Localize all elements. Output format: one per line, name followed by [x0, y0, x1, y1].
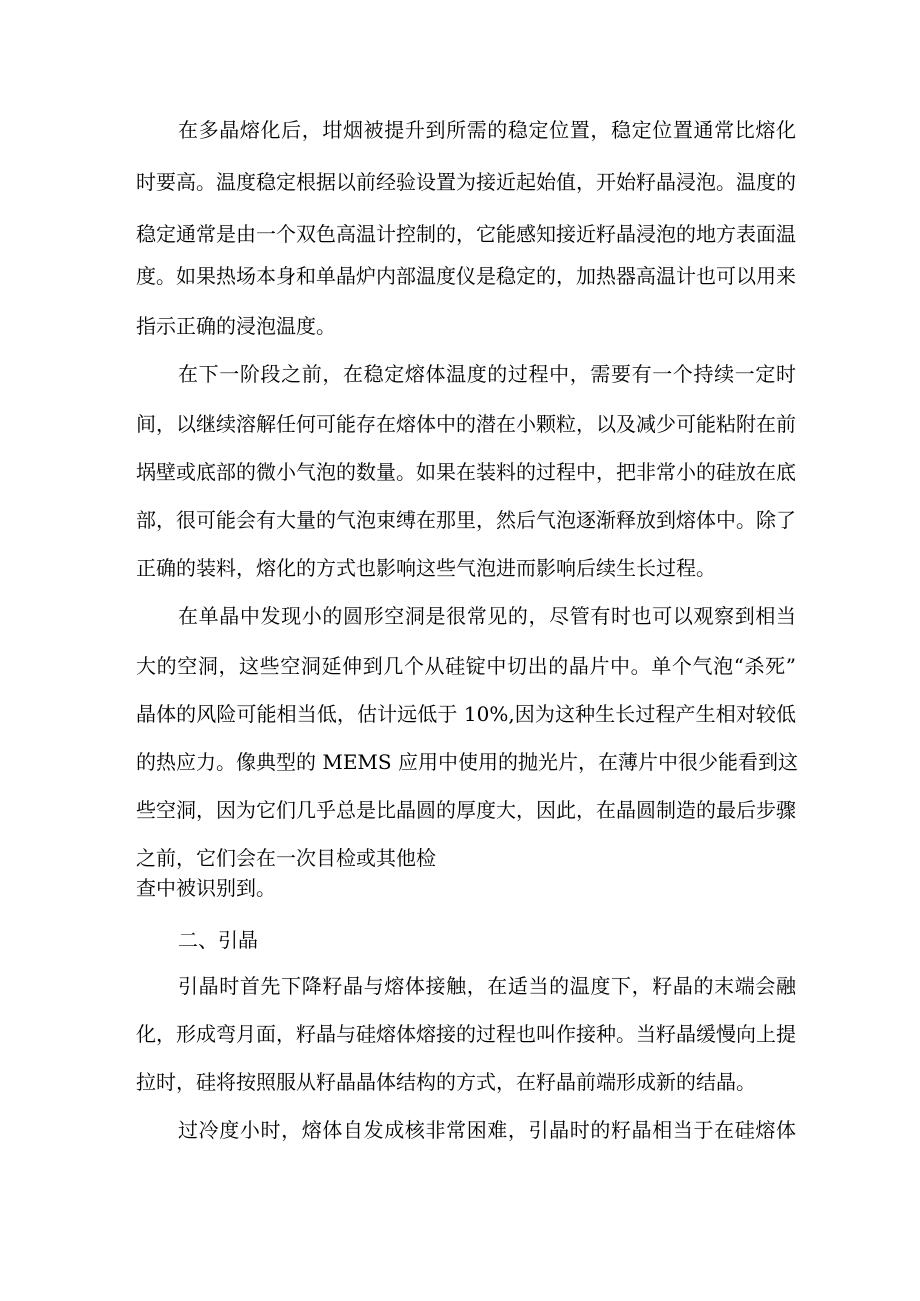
text-line: 之前，它们会在一次目检或其他检 — [136, 846, 436, 870]
text-line: 引晶时首先下降籽晶与熔体接触，在适当的温度下，籽晶的末端会融 — [178, 974, 796, 998]
text-line: 查中被识别到。 — [136, 876, 276, 900]
text-line: 在多晶熔化后，坩烟被提升到所需的稳定位置，稳定位置通常比熔化 — [178, 118, 796, 142]
text-line: 指示正确的浸泡温度。 — [136, 314, 336, 338]
text-line: 埚壁或底部的微小气泡的数量。如果在装料的过程中，把非常小的硅放在底 — [136, 460, 796, 484]
text-line: 化，形成弯月面，籽晶与硅熔体熔接的过程也叫作接种。当籽晶缓慢向上提 — [136, 1022, 796, 1046]
text-line: 在单晶中发现小的圆形空洞是很常见的，尽管有时也可以观察到相当 — [178, 604, 796, 628]
text-line: 稳定通常是由一个双色高温计控制的，它能感知接近籽晶浸泡的地方表面温 — [136, 222, 796, 246]
text-line: 过冷度小时，熔体自发成核非常困难，引晶时的籽晶相当于在硅熔体 — [178, 1118, 796, 1142]
text-line: 在下一阶段之前，在稳定熔体温度的过程中，需要有一个持续一定时 — [178, 362, 796, 386]
text-line: 部，很可能会有大量的气泡束缚在那里，然后气泡逐渐释放到熔体中。除了 — [136, 508, 796, 532]
section-heading: 二、引晶 — [178, 928, 258, 952]
text-line: 大的空洞，这些空洞延伸到几个从硅锭中切出的晶片中。单个气泡“杀死” — [136, 654, 796, 678]
text-line: 晶体的风险可能相当低，估计远低于 10%,因为这种生长过程产生相对较低 — [136, 702, 796, 726]
text-line: 度。如果热场本身和单晶炉内部温度仪是稳定的，加热器高温计也可以用来 — [136, 264, 796, 288]
text-line: 的热应力。像典型的 MEMS 应用中使用的抛光片，在薄片中很少能看到这 — [136, 750, 798, 774]
text-line: 些空洞，因为它们几乎总是比晶圆的厚度大，因此，在晶圆制造的最后步骤 — [136, 798, 796, 822]
text-line: 正确的装料，熔化的方式也影响这些气泡进而影响后续生长过程。 — [136, 556, 716, 580]
text-line: 间，以继续溶解任何可能存在熔体中的潜在小颗粒，以及减少可能粘附在前 — [136, 412, 796, 436]
text-line: 时要高。温度稳定根据以前经验设置为接近起始值，开始籽晶浸泡。温度的 — [136, 170, 796, 194]
text-line: 拉时，硅将按照服从籽晶晶体结构的方式，在籽晶前端形成新的结晶。 — [136, 1070, 756, 1094]
